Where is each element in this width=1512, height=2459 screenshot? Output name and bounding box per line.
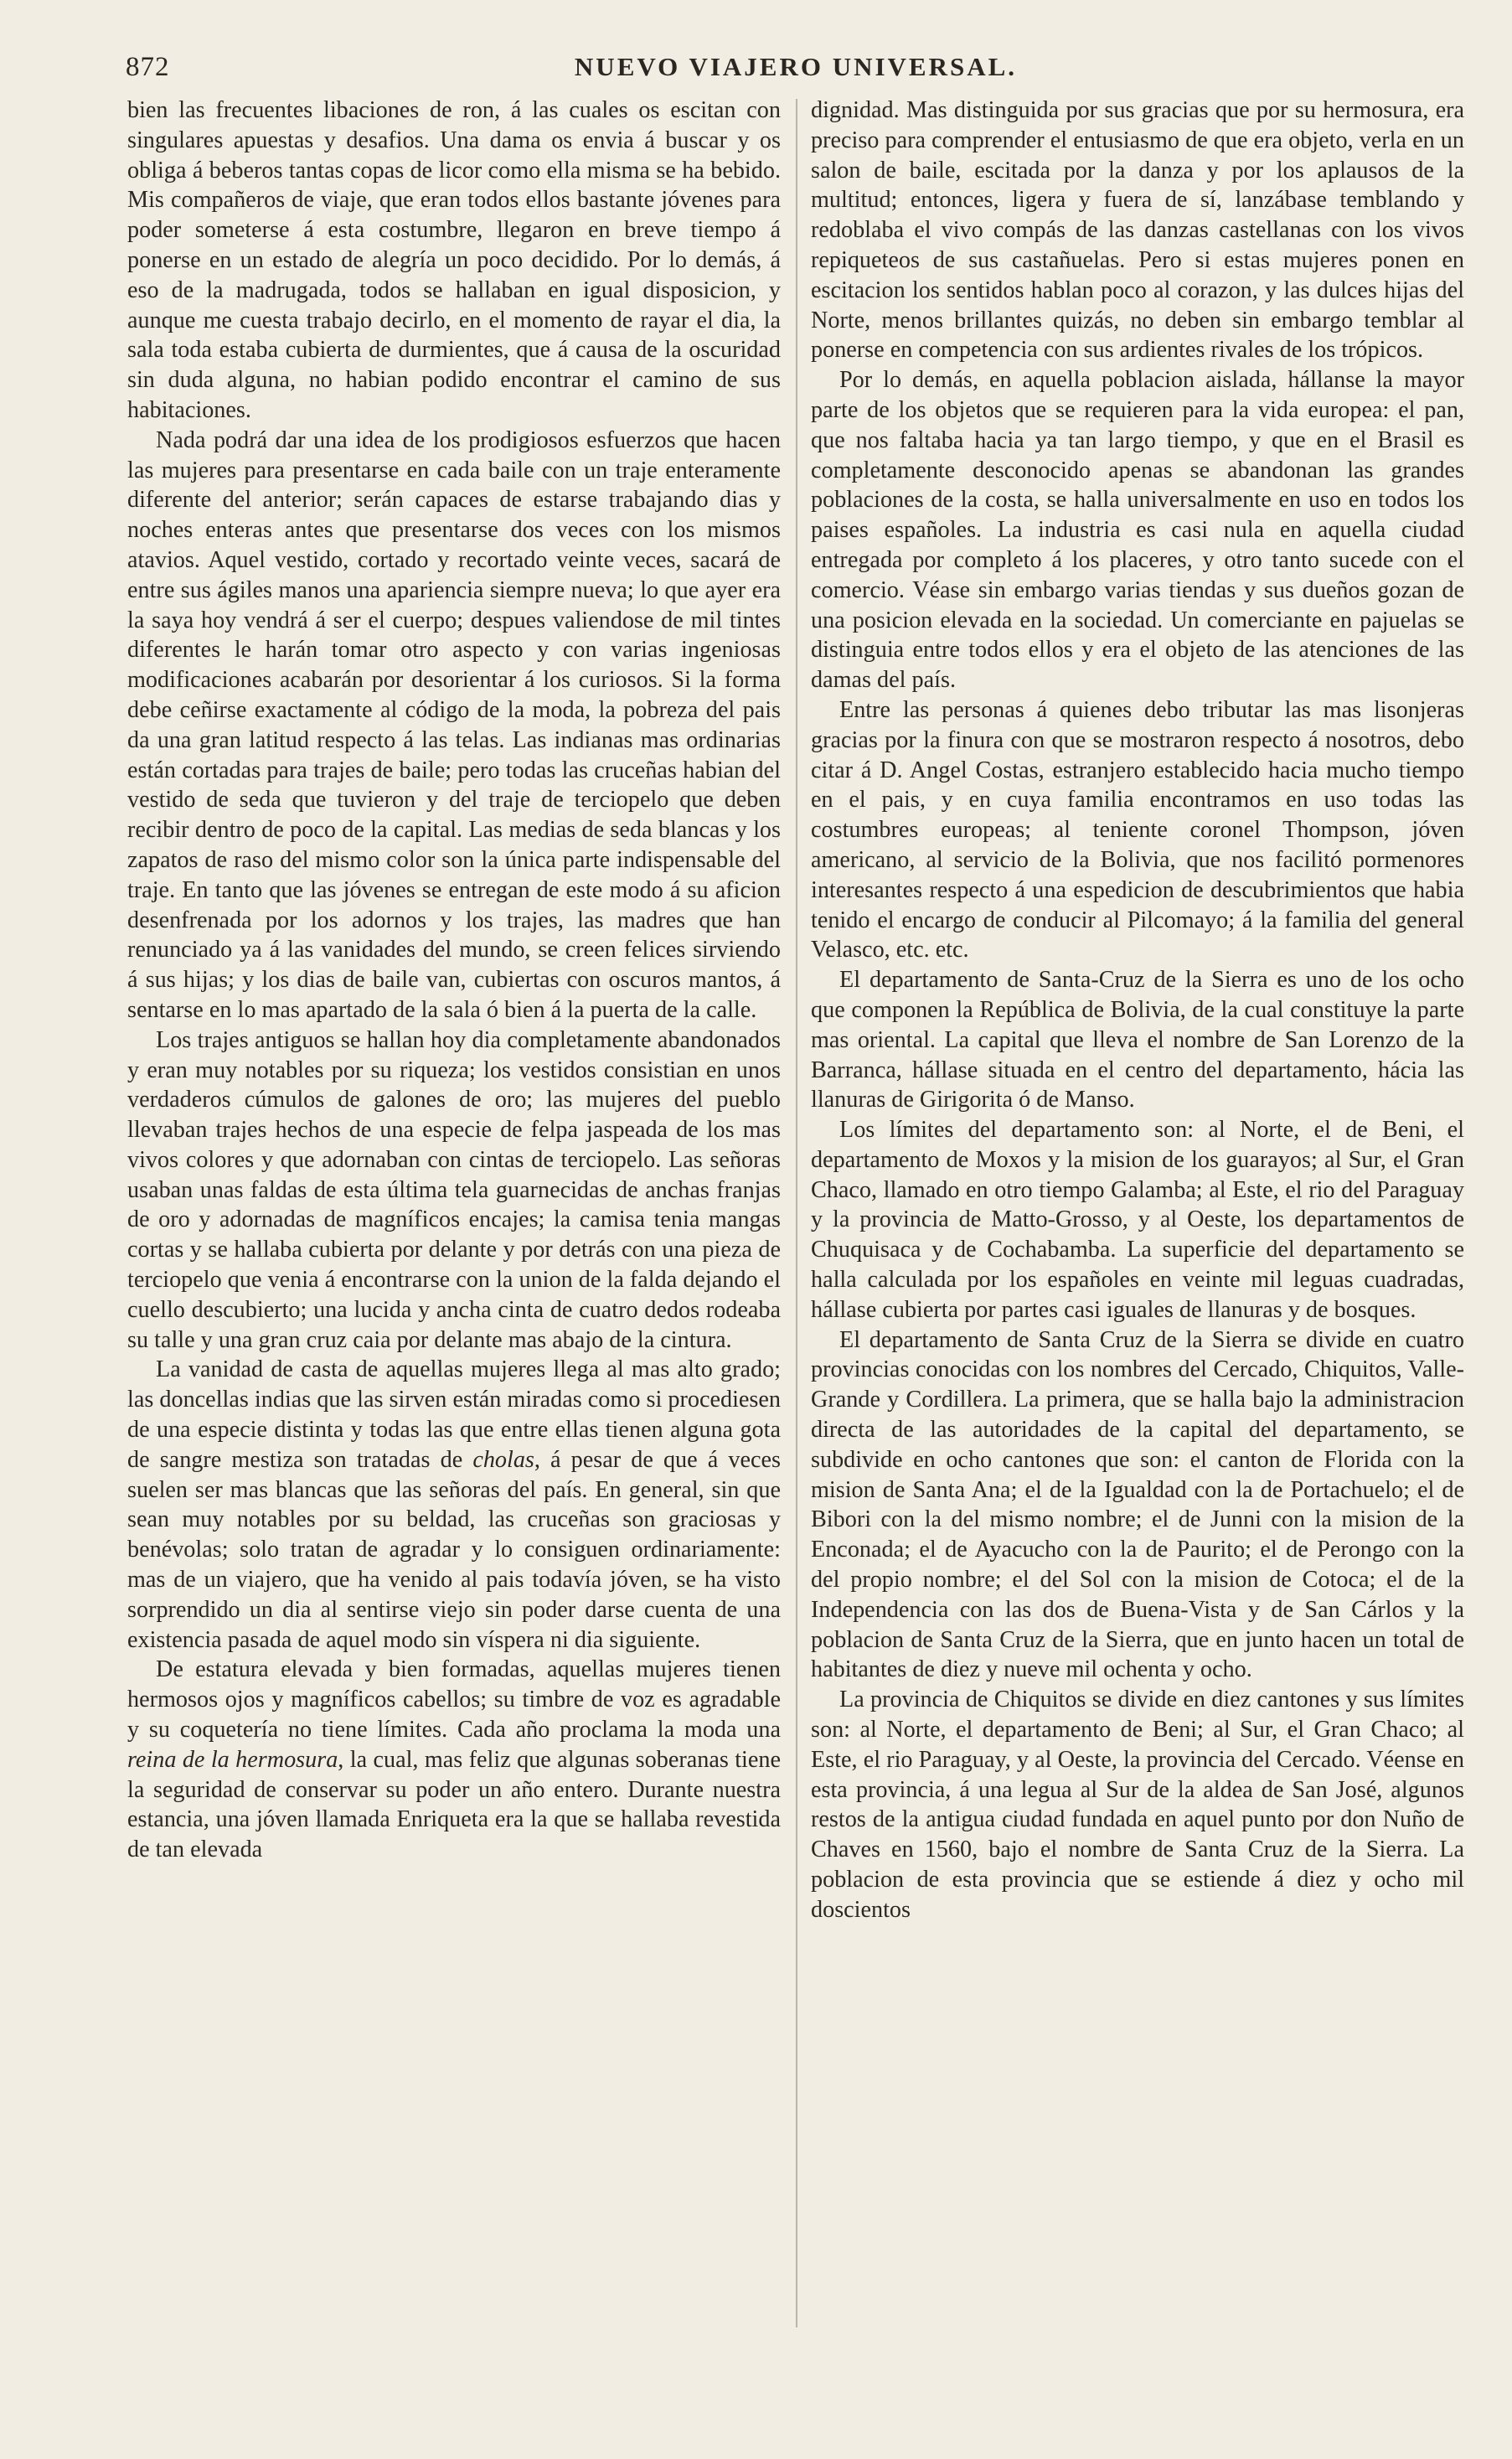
column-divider xyxy=(796,99,797,2327)
paragraph: Los límites del departamento son: al Norte, el de Beni, el departamento de Moxos y la mision de los guarayos; al Sur, el Gran Chaco, llamado en otro tiempo Galamba; al Este, el rio del Paraguay y la provincia de Matto-Grosso, y al Oeste, los departamentos de Chuquisaca y de Cochabamba. La superficie del departamento se halla calculada por los españoles en veinte mil leguas cuadradas, hállase cubierta por partes casi iguales de llanuras y de bosques. xyxy=(811,1117,1464,1323)
paragraph: El departamento de Santa Cruz de la Sierra se divide en cuatro provincias conocidas con los nombres del Cercado, Chiquitos, Valle-Grande y Cordillera. La primera, que se halla bajo la administracion directa de las autoridades de la capital del departamento, se subdivide en ocho cantones que son: el canton de Florida con la mision de Santa Ana; el de la Igualdad con la de Portachuelo; el de Bibori con la del mismo nombre; el de Junni con la mision de la Enconada; el de Ayacucho con la de Paurito; el de Perongo con la del propio nombre; el del Sol con la mision de Cotoca; el de la Independencia con las dos de Buena-Vista y de San Cárlos y la poblacion de Santa Cruz de la Sierra, que en junto hacen un total de habitantes de diez y nueve mil ochenta y ocho. xyxy=(811,1326,1464,1683)
paragraph-text: , á pesar de que á veces suelen ser mas blancas que las señoras del país. En general, sin que sean muy notables por su beldad, las cruceñas son graciosas y benévolas; solo tratan de agradar y lo consiguen ordinariamente: mas de un viajero, que ha venido al pais todavía jóven, se ha visto sorprendido un dia al sentirse viejo sin poder darse cuenta de una existencia pasada de aquel modo sin víspera ni dia siguiente. xyxy=(127,1446,781,1653)
paragraph: Nada podrá dar una idea de los prodigiosos esfuerzos que hacen las mujeres para presentarse en cada baile con un traje enteramente diferente del anterior; serán capaces de estarse trabajando dias y noches enteras antes que presentarse dos veces con los mismos atavios. Aquel vestido, cortado y recortado veinte veces, sacará de entre sus ágiles manos una apariencia siempre nueva; lo que ayer era la saya hoy vendrá á ser el cuerpo; despues valiendose de mil tintes diferentes le harán tomar otro aspecto y con varias ingeniosas modificaciones acabarán por desorientar á los curiosos. Si la forma debe ceñirse exactamente al código de la moda, la pobreza del pais da una gran latitud respecto á las telas. Las indianas mas ordinarias están cortadas para trajes de baile; pero todas las cruceñas habian del vestido de seda que tuvieron y del traje de terciopelo que deben recibir dentro de poco de la capital. Las medias de seda blancas y los zapatos de raso del mismo color son la única parte indispensable del traje. En tanto que las jóvenes se entregan de este modo á su aficion desenfrenada por los adornos y los trajes, las madres que han renunciado ya á las vanidades del mundo, se creen felices sirviendo á sus hijas; y los dias de baile van, cubiertas con oscuros mantos, á sentarse en lo mas apartado de la sala ó bien á la puerta de la calle. xyxy=(127,426,781,1023)
paragraph-text: , la cual, mas feliz que algunas soberanas tiene la seguridad de conservar su poder un año entero. Durante nuestra estancia, una jóven llamada Enriqueta era la que se hallaba revestida de tan elevada xyxy=(127,1746,781,1863)
paragraph: Entre las personas á quienes debo tributar las mas lisonjeras gracias por la finura con que se mostraron respecto á nosotros, debo citar á D. Angel Costas, estranjero establecido hacia mucho tiempo en el pais, y en cuya familia encontramos en uso todas las costumbres europeas; al teniente coronel Thompson, jóven americano, al servicio de la Bolivia, que nos facilitó pormenores interesantes respecto á una espedicion de descubrimientos que habia tenido el encargo de conducir al Pilcomayo; á la familia del general Velasco, etc. etc. xyxy=(811,696,1464,963)
paragraph: Los trajes antiguos se hallan hoy dia completamente abandonados y eran muy notables por su riqueza; los vestidos consistian en unos verdaderos cúmulos de galones de oro; las mujeres del pueblo llevaban trajes hechos de una especie de felpa jaspeada de los mas vivos colores y que adornaban con cintas de terciopelo. Las señoras usaban unas faldas de esta última tela guarnecidas de anchas franjas de oro y adornadas de magníficos encajes; la camisa tenia mangas cortas y se hallaba cubierta por delante y por detrás con una pieza de terciopelo que venia á encontrarse con la union de la falda dejando el cuello descubierto; una lucida y ancha cinta de cuatro dedos rodeaba su talle y una gran cruz caia por delante mas abajo de la cintura. xyxy=(127,1026,781,1353)
paragraph: Por lo demás, en aquella poblacion aislada, hállanse la mayor parte de los objetos que se requieren para la vida europea: el pan, que nos faltaba hacia ya tan largo tiempo, y que en el Brasil es completamente desconocido apenas se abandonan las grandes poblaciones de la costa, se halla universalmente en uso en todos los paises españoles. La industria es casi nula en aquella ciudad entregada por completo á los placeres, y otro tanto sucede con el comercio. Véase sin embargo varias tiendas y sus dueños gozan de una posicion elevada en la sociedad. Un comerciante en pajuelas se distinguia entre todos ellos y era el objeto de las atenciones de las damas del país. xyxy=(811,367,1464,694)
paragraph: La provincia de Chiquitos se divide en diez cantones y sus límites son: al Norte, el departamento de Beni; al Sur, el Gran Chaco; al Este, el rio Paraguay, y al Oeste, la provincia del Cercado. Véense en esta provincia, á una legua al Sur de la aldea de San José, algunos restos de la antigua ciudad fundada en aquel punto por don Nuño de Chaves en 1560, bajo el nombre de Santa Cruz de la Sierra. La poblacion de esta provincia que se estiende á diez y ocho mil doscientos xyxy=(811,1687,1464,1923)
italic-term: reina de la hermosura xyxy=(127,1746,338,1773)
paragraph-text: De estatura elevada y bien formadas, aquellas mujeres tienen hermosos ojos y magníficos cabellos; su timbre de voz es agradable y su coquetería no tiene límites. Cada año proclama la moda una xyxy=(127,1656,781,1744)
running-title: NUEVO VIAJERO UNIVERSAL. xyxy=(574,52,1018,81)
paragraph: El departamento de Santa-Cruz de la Sierra es uno de los ocho que componen la República de Bolivia, de la cual constituye la parte mas oriental. La capital que lleva el nombre de San Lorenzo de la Barranca, hállase situada en el centro del departamento, hácia las llanuras de Girigorita ó de Manso. xyxy=(811,967,1464,1113)
page-number: 872 xyxy=(126,52,170,82)
left-column xyxy=(127,96,781,1865)
paragraph: dignidad. Mas distinguida por sus gracias que por su hermosura, era preciso para comprender el entusiasmo de que era objeto, verla en un salon de baile, escitada por la danza y por los aplausos de la multitud; entonces, ligera y fuera de sí, lanzábase temblando y redoblaba el vivo compás de las danzas castellanas con los vivos repiqueteos de sus castañuelas. Pero si estas mujeres ponen en escitacion los sentidos hablan poco al corazon, y las dulces hijas del Norte, menos brillantes quizás, no deben sin embargo temblar al ponerse en competencia con sus ardientes rivales de los trópicos. xyxy=(811,97,1464,364)
paragraph xyxy=(127,1355,781,1655)
right-column xyxy=(811,96,1464,1925)
paragraph-text: La vanidad de casta de aquellas mujeres llega al mas alto grado; las doncellas indias que las sirven están miradas como si procediesen de una especie distinta y todas las que entre ellas tienen alguna gota de sangre mestiza son tratadas de xyxy=(127,1356,781,1473)
paragraph: bien las frecuentes libaciones de ron, á las cuales os escitan con singulares apuestas y desafios. Una dama os envia á buscar y os obliga á beberos tantas copas de licor como ella misma se ha bebido. Mis compañeros de viaje, que eran todos ellos bastante jóvenes para poder someterse á esta costumbre, llegaron en breve tiempo á ponerse en un estado de alegría un poco decidido. Por lo demás, á eso de la madrugada, todos se hallaban en igual disposicion, y aunque me cuesta trabajo decirlo, en el momento de rayar el dia, la sala toda estaba cubierta de durmientes, que á causa de la oscuridad sin duda alguna, no habian podido encontrar el camino de sus habitaciones. xyxy=(127,97,781,423)
italic-term: cholas xyxy=(472,1446,534,1473)
page-header xyxy=(126,52,1466,92)
paragraph xyxy=(127,1655,781,1865)
